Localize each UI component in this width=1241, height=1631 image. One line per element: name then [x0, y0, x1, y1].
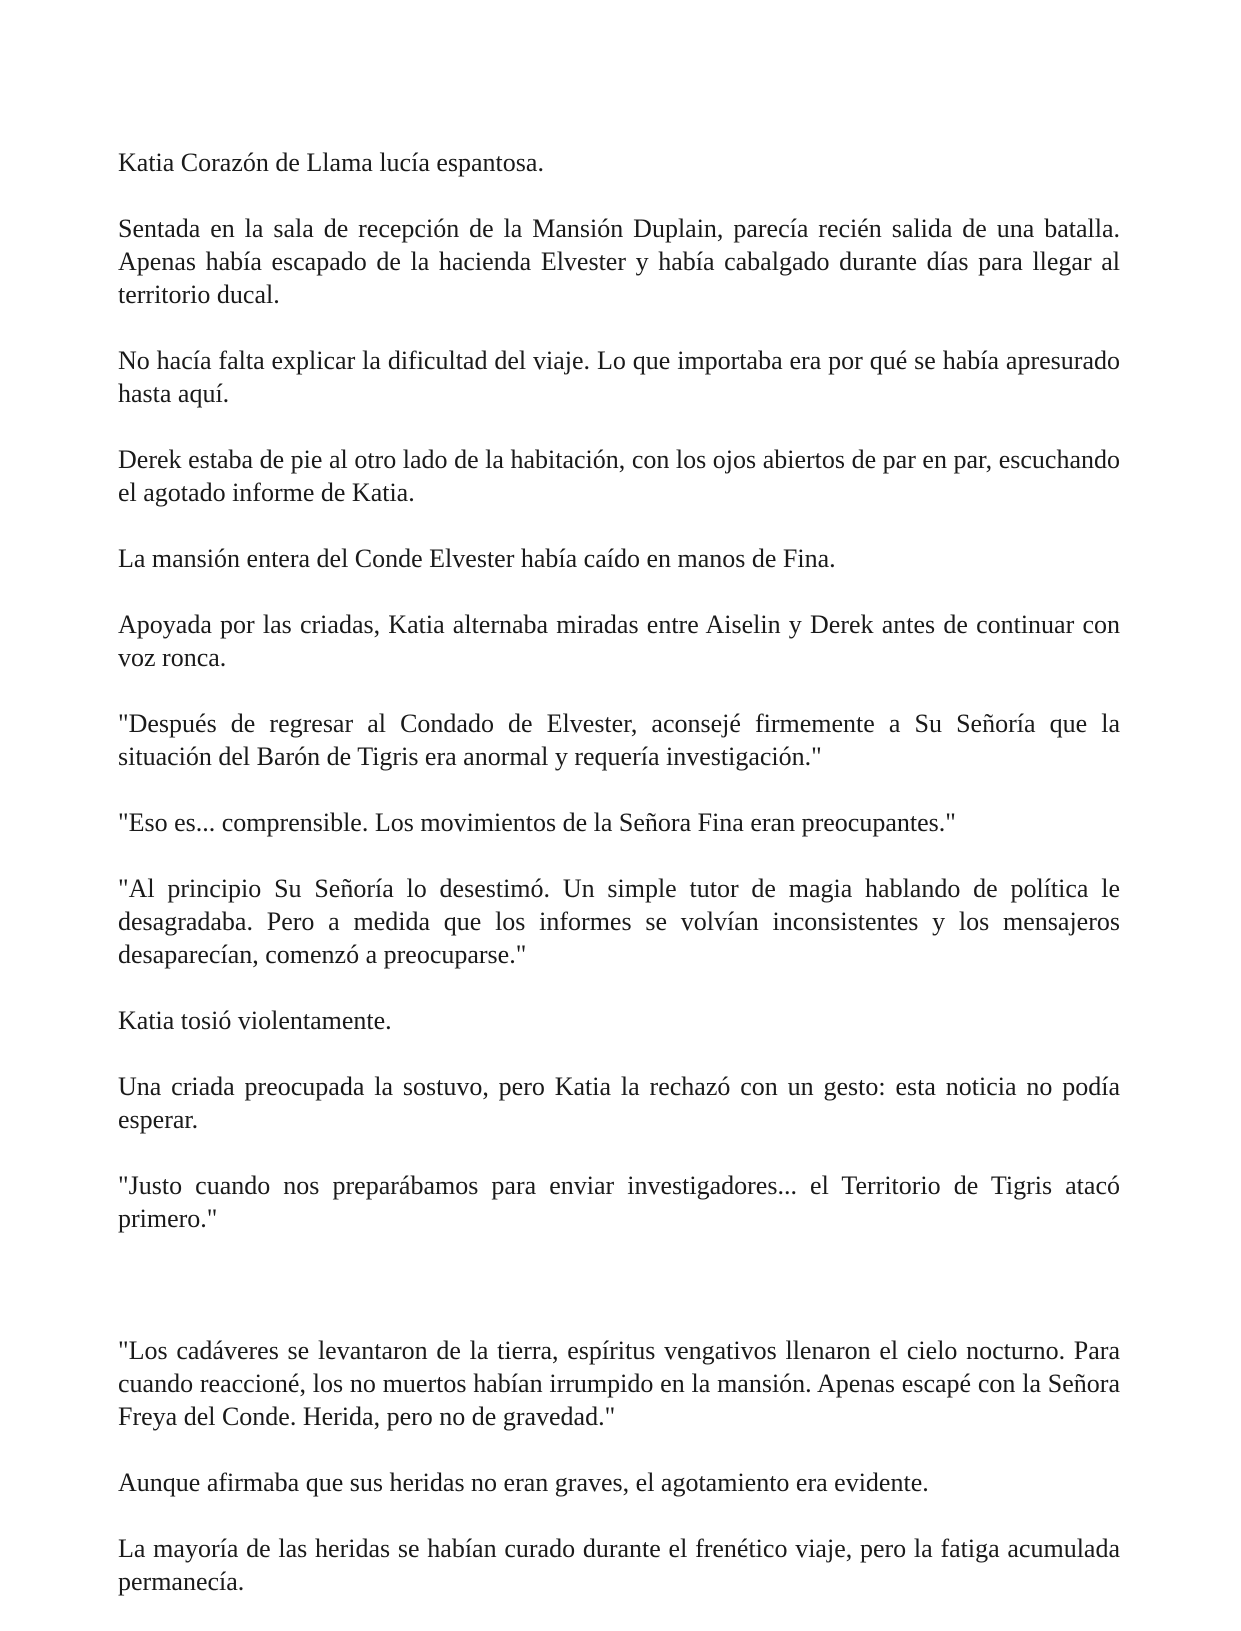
paragraph: "Justo cuando nos preparábamos para enviar investigadores... el Territorio de Tigris atacó primero.": [118, 1171, 1120, 1233]
paragraph: Una criada preocupada la sostuvo, pero Katia la rechazó con un gesto: esta noticia no podía esperar.: [118, 1072, 1120, 1134]
paragraph: No hacía falta explicar la dificultad del viaje. Lo que importaba era por qué se había apresurado hasta aquí.: [118, 346, 1120, 408]
paragraph: Sentada en la sala de recepción de la Mansión Duplain, parecía recién salida de una batalla. Apenas había escapado de la hacienda Elvester y había cabalgado durante días para llegar al territorio ducal.: [118, 214, 1120, 309]
paragraph: "Eso es... comprensible. Los movimientos de la Señora Fina eran preocupantes.": [118, 808, 956, 837]
paragraph: Aunque afirmaba que sus heridas no eran graves, el agotamiento era evidente.: [118, 1468, 929, 1497]
paragraph: Katia tosió violentamente.: [118, 1006, 392, 1035]
paragraph: Derek estaba de pie al otro lado de la habitación, con los ojos abiertos de par en par, escuchando el agotado informe de Katia.: [118, 445, 1120, 507]
paragraph: "Después de regresar al Condado de Elvester, aconsejé firmemente a Su Señoría que la situación del Barón de Tigris era anormal y requería investigación.": [118, 709, 1120, 771]
paragraph: Apoyada por las criadas, Katia alternaba miradas entre Aiselin y Derek antes de continuar con voz ronca.: [118, 610, 1120, 672]
paragraph: "Al principio Su Señoría lo desestimó. Un simple tutor de magia hablando de política le desagradaba. Pero a medida que los informes se volvían inconsistentes y los mensajeros desaparecían, comenzó a preocuparse.": [118, 874, 1120, 969]
document-page: [118, 146, 1120, 1631]
paragraph: La mansión entera del Conde Elvester había caído en manos de Fina.: [118, 544, 836, 573]
paragraph: La mayoría de las heridas se habían curado durante el frenético viaje, pero la fatiga acumulada permanecía.: [118, 1534, 1120, 1596]
paragraph: "Los cadáveres se levantaron de la tierra, espíritus vengativos llenaron el cielo nocturno. Para cuando reaccioné, los no muertos habían irrumpido en la mansión. Apenas escapé con la Señora Freya del Conde. Herida, pero no de gravedad.": [118, 1336, 1120, 1431]
paragraph: Katia Corazón de Llama lucía espantosa.: [118, 148, 544, 177]
